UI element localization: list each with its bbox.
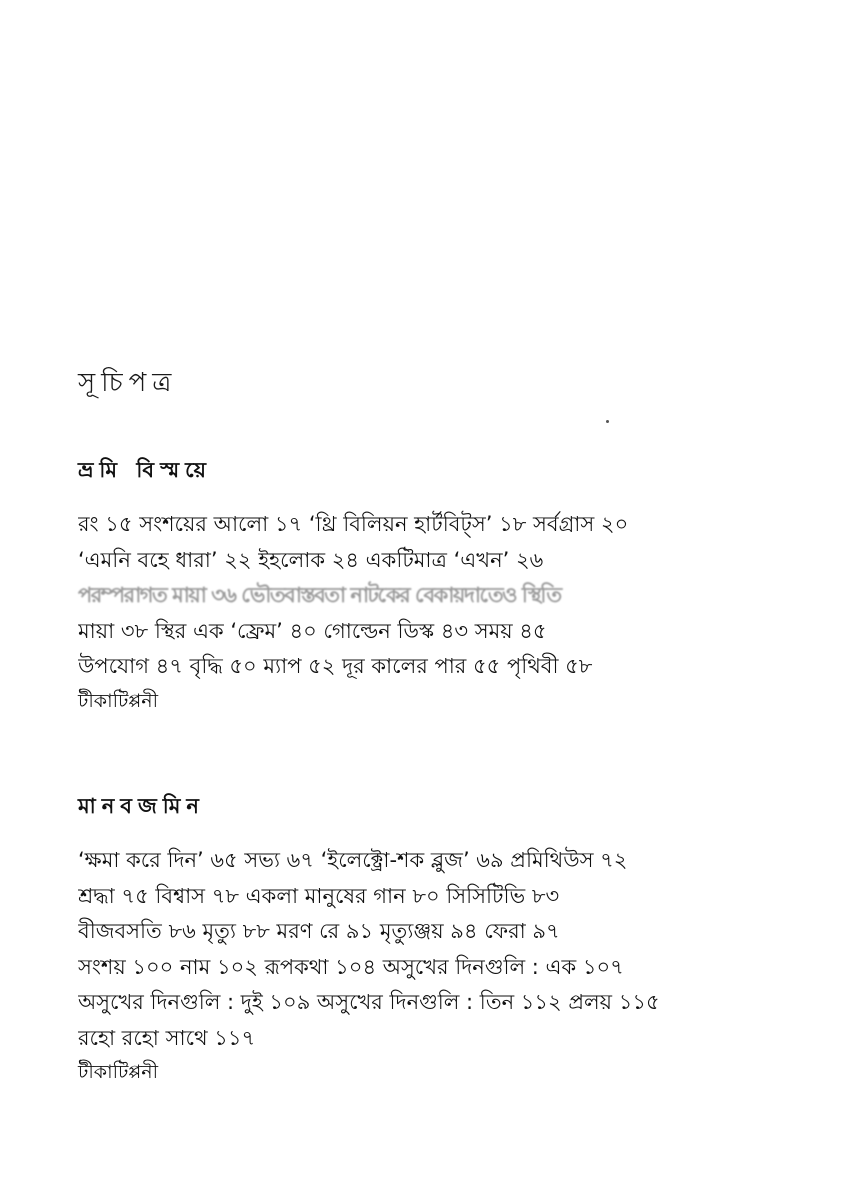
section-heading: ভ্রমি বিস্ময়ে [78, 458, 212, 482]
page-title: সূচিপত্র [78, 368, 178, 398]
contents-line: ‘এমনি বহে ধারা’ ২২ ইহলোক ২৪ একটিমাত্র ‘এখন’ ২৬ [78, 547, 544, 572]
contents-line: বীজবসতি ৮৬ মৃত্যু ৮৮ মরণ রে ৯১ মৃত্যুঞ্জয় ৯৪ ফেরা ৯৭ [78, 919, 560, 943]
print-speck [606, 420, 609, 423]
contents-line: শ্রদ্ধা ৭৫ বিশ্বাস ৭৮ একলা মানুষের গান ৮০ সিসিটিভি ৮৩ [78, 883, 560, 908]
contents-line: ‘ক্ষমা করে দিন’ ৬৫ সভ্য ৬৭ ‘ইলেক্ট্রো-শক ব্লুজ’ ৬৯ প্রমিথিউস ৭২ [78, 848, 628, 872]
contents-line: রং ১৫ সংশয়ের আলো ১৭ ‘থ্রি বিলিয়ন হার্টবিট্‌স’ ১৮ সর্বগ্রাস ২০ [78, 512, 629, 536]
section-bhromi-bismoye [78, 454, 778, 717]
contents-line: রহো রহো সাথে ১১৭ [78, 1025, 256, 1050]
contents-line: অসুখের দিনগুলি : দুই ১০৯ অসুখের দিনগুলি : তিন ১১২ প্রলয় ১১৫ [78, 990, 660, 1014]
contents-line: সংশয় ১০০ নাম ১০২ রূপকথা ১০৪ অসুখের দিনগুলি : এক ১০৭ [78, 954, 624, 979]
contents-list [78, 843, 778, 1056]
notes-entry: টীকাটিপ্পনী [78, 689, 159, 712]
notes-entry: টীকাটিপ্পনী [78, 1061, 159, 1083]
contents-list [78, 507, 778, 685]
section-manobjomin [78, 790, 778, 1088]
contents-line-smudged: পরম্পরাগত মায়া ৩৬ ভৌতবাস্তবতা নাটকের বেকায়দাতেও স্থিতি [78, 583, 561, 607]
section-heading: মানবজমিন [78, 794, 205, 818]
contents-line: উপযোগ ৪৭ বৃদ্ধি ৫০ ম্যাপ ৫২ দূর কালের পার ৫৫ পৃথিবী ৫৮ [78, 654, 593, 678]
contents-line: মায়া ৩৮ স্থির এক ‘ফ্রেম’ ৪০ গোল্ডেন ডিস্ক ৪৩ সময় ৪৫ [78, 618, 547, 643]
